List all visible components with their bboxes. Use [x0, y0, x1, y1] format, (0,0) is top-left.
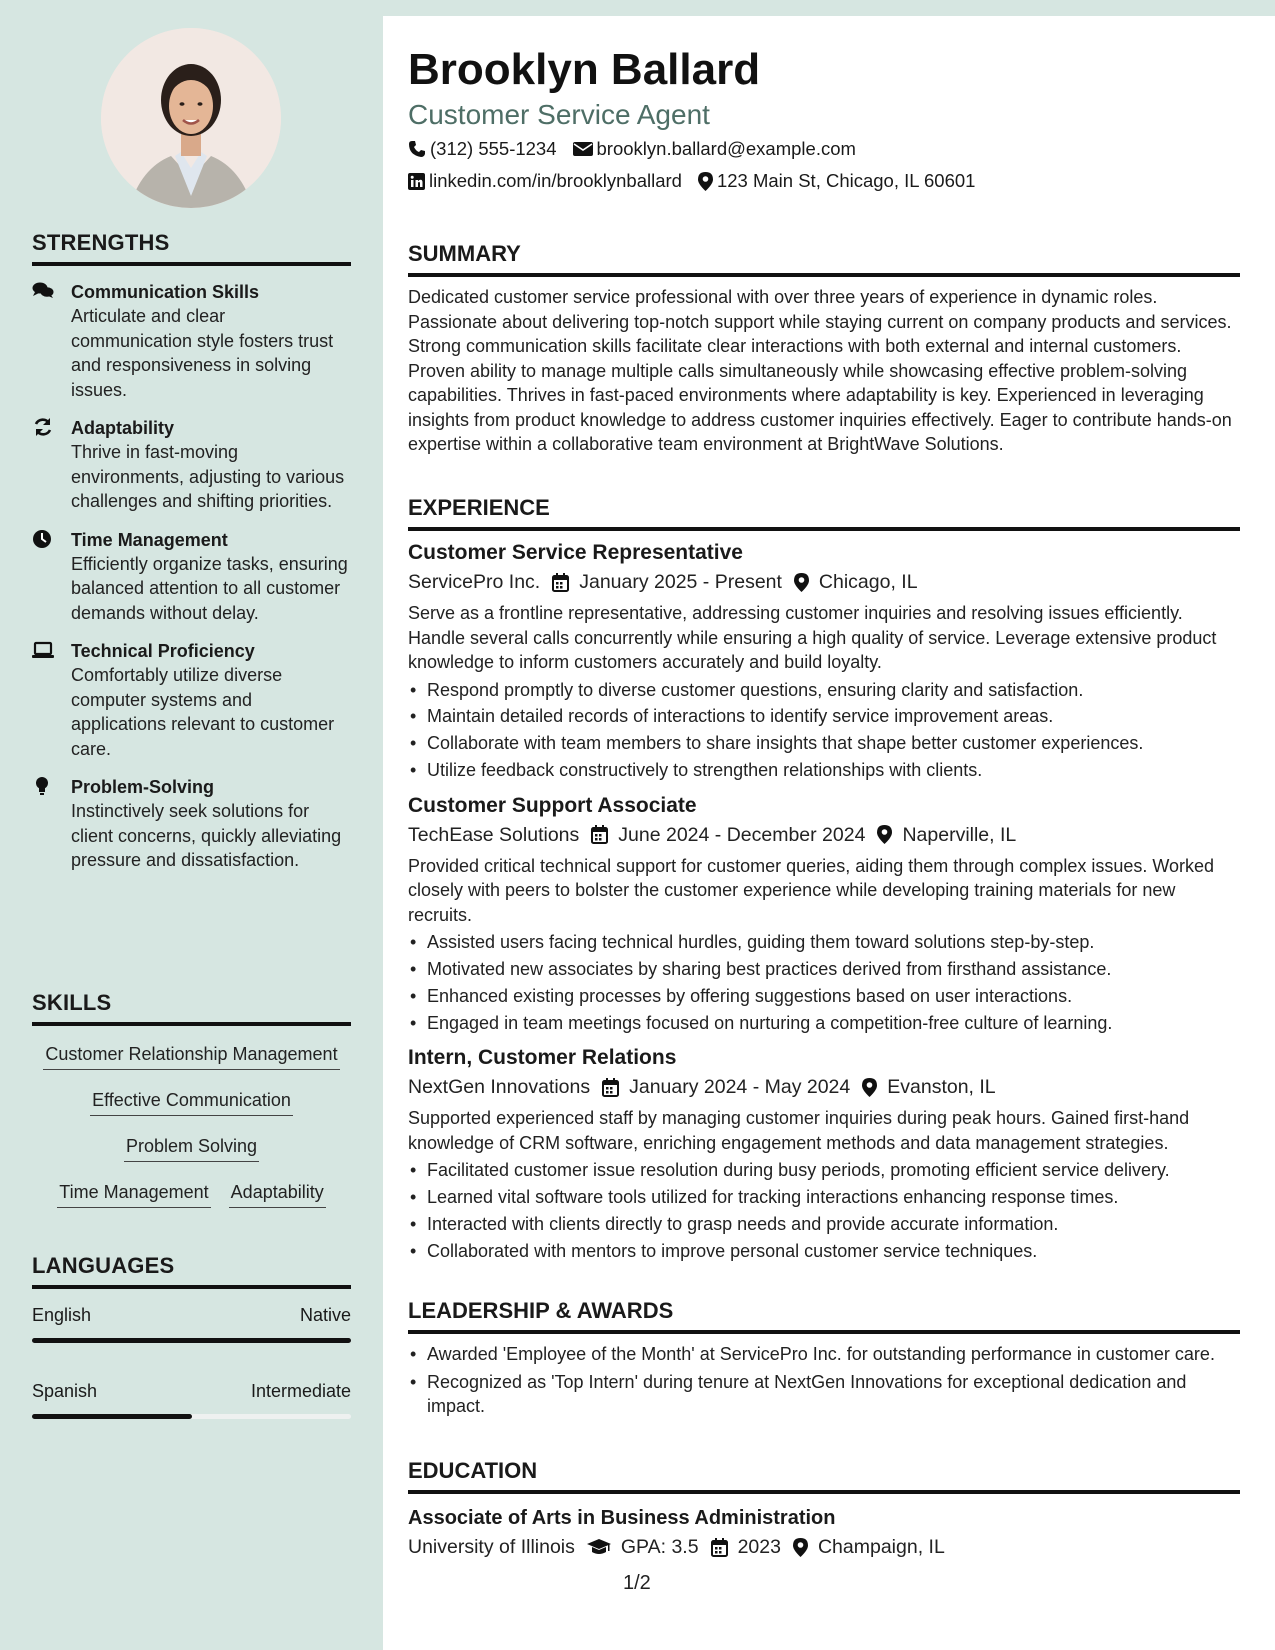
job-bullet: • Learned vital software tools utilized for tracking interactions enhancing response times. [408, 1184, 1240, 1211]
linkedin-text: linkedin.com/in/brooklynballard [429, 170, 682, 191]
job-title: Intern, Customer Relations [408, 1046, 677, 1070]
job-bullet: • Collaborated with mentors to improve personal customer service techniques. [408, 1238, 1240, 1265]
map-pin-icon [698, 172, 713, 191]
job-entry [408, 539, 1240, 784]
job-location: Naperville, IL [902, 823, 1017, 846]
award-item: • Awarded 'Employee of the Month' at ServicePro Inc. for outstanding performance in customer care. [408, 1342, 1240, 1367]
strength-item [32, 775, 351, 873]
skill-tag: Time Management [57, 1180, 210, 1208]
job-bullet: • Maintain detailed records of interactions to identify service improvement areas. [408, 703, 1240, 730]
strength-title: Communication Skills [71, 282, 260, 302]
calendar-icon [602, 1078, 619, 1097]
job-dates: June 2024 - December 2024 [618, 823, 866, 846]
job-dates: January 2025 - Present [579, 571, 782, 593]
language-item [32, 1381, 351, 1419]
awards-section [408, 1298, 1240, 1419]
job-location: Evanston, IL [887, 1076, 996, 1099]
header [408, 44, 1240, 196]
strengths-section [32, 230, 351, 873]
award-item: • Recognized as 'Top Intern' during tenure at NextGen Innovations for exceptional dedication and impact. [408, 1370, 1240, 1419]
summary-section [408, 241, 1240, 457]
language-level: Native [299, 1305, 351, 1325]
strength-item [32, 528, 351, 626]
languages-heading: LANGUAGES [32, 1253, 351, 1289]
strength-item [32, 639, 351, 761]
job-bullet: • Utilize feedback constructively to strengthen relationships with clients. [408, 757, 1240, 784]
email-text: brooklyn.ballard@example.com [596, 138, 856, 159]
language-item [32, 1305, 351, 1343]
job-description: Supported experienced staff by managing customer inquiries during peak hours. Gained first-hand knowledge of CRM software, enriching engagement methods and data management strategies. [408, 1108, 1190, 1153]
strength-item [32, 280, 351, 402]
strength-item [32, 416, 351, 514]
skill-tag: Problem Solving [124, 1134, 259, 1162]
summary-heading: SUMMARY [408, 241, 1240, 277]
map-pin-icon [794, 573, 809, 592]
school-location: Champaign, IL [817, 1536, 945, 1558]
job-dates: January 2024 - May 2024 [629, 1076, 851, 1099]
map-pin-icon [877, 825, 892, 844]
job-title: Customer Support Associate [408, 793, 697, 817]
education-heading: EDUCATION [408, 1458, 1240, 1494]
lightbulb-icon [32, 776, 54, 796]
refresh-icon [32, 417, 54, 437]
linkedin-icon [408, 173, 425, 190]
school-name: University of Illinois [408, 1536, 575, 1558]
gpa-text: GPA: 3.5 [620, 1536, 699, 1558]
address-text: 123 Main St, Chicago, IL 60601 [716, 170, 976, 191]
sidebar [0, 0, 383, 1650]
language-name: Spanish [32, 1381, 98, 1401]
language-bar [32, 1414, 351, 1419]
job-company: NextGen Innovations [408, 1076, 591, 1099]
strength-title: Adaptability [71, 418, 175, 438]
job-bullet: • Respond promptly to diverse customer questions, ensuring clarity and satisfaction. [408, 677, 1240, 704]
map-pin-icon [862, 1078, 877, 1097]
strength-desc: Instinctively seek solutions for client concerns, quickly alleviating pressure and dissatisfaction. [71, 801, 342, 870]
graduation-cap-icon [587, 1538, 611, 1556]
email-contact[interactable] [573, 134, 856, 164]
skill-tag: Adaptability [229, 1180, 326, 1208]
skill-tag: Customer Relationship Management [43, 1042, 339, 1070]
skills-section [32, 990, 351, 1226]
strength-desc: Comfortably utilize diverse computer systems and applications relevant to customer care. [71, 665, 335, 759]
phone-text: (312) 555-1234 [430, 138, 557, 159]
job-bullet: • Enhanced existing processes by offering suggestions based on user interactions. [408, 983, 1240, 1010]
job-bullet: • Facilitated customer issue resolution during busy periods, promoting efficient service delivery. [408, 1157, 1240, 1184]
calendar-icon [591, 825, 608, 844]
envelope-icon [573, 141, 593, 157]
linkedin-contact[interactable] [408, 166, 682, 196]
job-description: Provided critical technical support for customer queries, aiding them through complex issues. Worked closely with peers to bolster the customer experience while developing training materials for new recruits. [408, 855, 1215, 925]
job-bullet: • Interacted with clients directly to grasp needs and provide accurate information. [408, 1211, 1240, 1238]
strength-desc: Articulate and clear communication style fosters trust and responsiveness in solving issues. [71, 306, 334, 400]
job-company: TechEase Solutions [408, 823, 580, 846]
phone-icon [408, 140, 426, 158]
address-contact [698, 166, 976, 196]
strength-title: Technical Proficiency [71, 641, 255, 661]
page-number: 1/2 [623, 1572, 651, 1594]
job-title: Customer Service Representative [408, 541, 743, 564]
skills-heading: SKILLS [32, 990, 351, 1026]
map-pin-icon [793, 1538, 808, 1557]
language-name: English [32, 1305, 92, 1325]
clock-icon [32, 529, 54, 549]
job-bullet: • Assisted users facing technical hurdles, guiding them toward solutions step-by-step. [408, 929, 1240, 956]
skill-tag: Effective Communication [90, 1088, 293, 1116]
strength-title: Problem-Solving [71, 777, 215, 797]
job-company: ServicePro Inc. [408, 571, 541, 593]
experience-section [408, 495, 1240, 1265]
comments-icon [32, 281, 54, 301]
language-bar-fill [32, 1338, 351, 1343]
job-location: Chicago, IL [818, 571, 918, 593]
candidate-role: Customer Service Agent [408, 99, 710, 130]
profile-photo [101, 28, 281, 208]
job-bullet: • Motivated new associates by sharing best practices derived from firsthand assistance. [408, 956, 1240, 983]
summary-text: Dedicated customer service professional with over three years of experience in dynamic roles. Passionate about delivering top-notch support while staying current on company products and services. Strong communication skills facilitate clear interactions with both external and internal customers. Proven ability to manage multiple calls simultaneously while showcasing effective problem-solving capabilities. Thrives in fast-paced environments where adaptability is key. Experienced in leveraging insights from product knowledge to address customer inquiries effectively. Eager to contribute hands-on expertise within a collaborative team environment at BrightWave Solutions. [408, 287, 1232, 454]
languages-section [32, 1253, 351, 1419]
education-section [408, 1458, 1240, 1562]
strength-desc: Efficiently organize tasks, ensuring balanced attention to all customer demands without delay. [71, 553, 348, 623]
language-bar-fill [32, 1414, 192, 1419]
job-bullet: • Collaborate with team members to share insights that shape better customer experiences. [408, 730, 1240, 757]
job-description: Serve as a frontline representative, addressing customer inquiries and resolving issues efficiently. Handle several calls concurrently while ensuring a high quality of service. Leverage extensive product knowledge to inform customers accurately and build loyalty. [408, 603, 1217, 672]
experience-heading: EXPERIENCE [408, 495, 1240, 531]
strength-desc: Thrive in fast-moving environments, adjusting to various challenges and shifting priorities. [71, 442, 345, 511]
candidate-name: Brooklyn Ballard [408, 45, 761, 94]
job-entry [408, 792, 1240, 1037]
strength-title: Time Management [71, 529, 228, 550]
strengths-heading: STRENGTHS [32, 230, 351, 266]
job-entry [408, 1044, 1240, 1264]
calendar-icon [711, 1538, 728, 1557]
awards-heading: LEADERSHIP & AWARDS [408, 1298, 1240, 1334]
language-bar [32, 1338, 351, 1343]
phone-contact[interactable] [408, 134, 557, 164]
laptop-icon [32, 640, 54, 660]
avatar [101, 28, 281, 208]
degree-title: Associate of Arts in Business Administration [408, 1507, 836, 1529]
language-level: Intermediate [250, 1381, 351, 1401]
job-bullet: • Engaged in team meetings focused on nurturing a competition-free culture of learning. [408, 1010, 1240, 1037]
graduation-year: 2023 [737, 1536, 781, 1558]
calendar-icon [552, 573, 569, 592]
